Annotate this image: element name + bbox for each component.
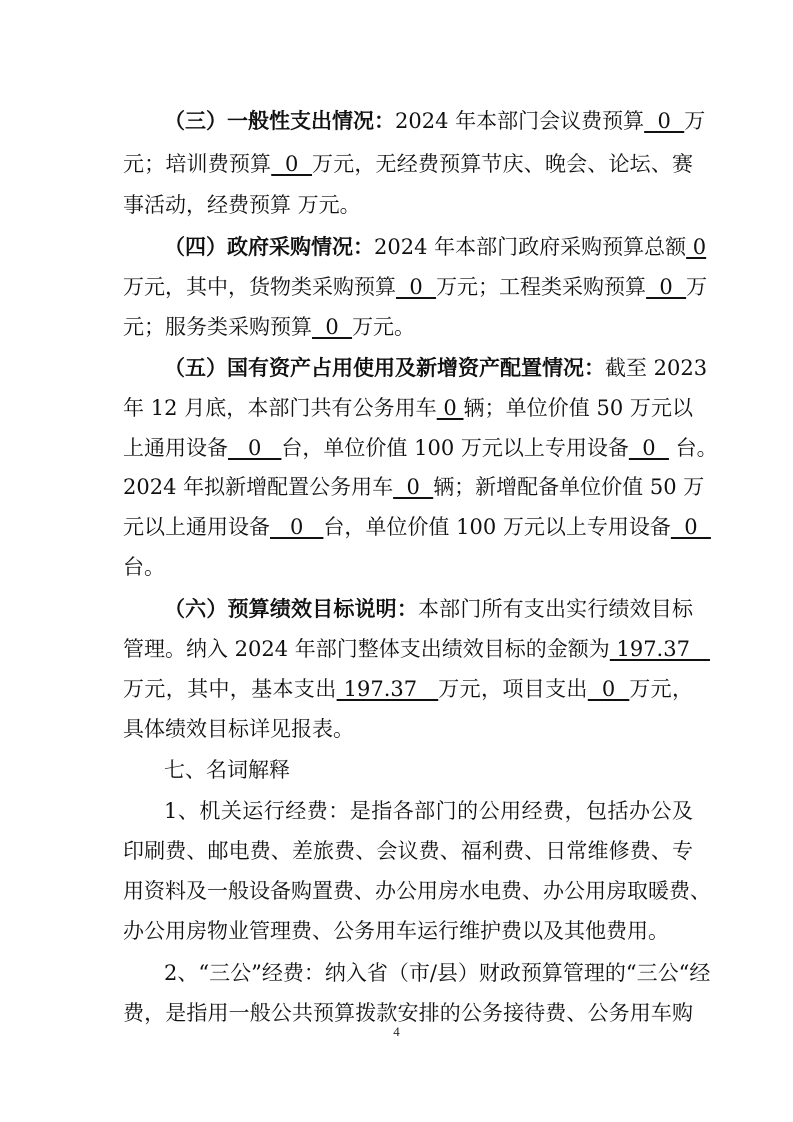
- underlined-value: 0: [628, 436, 669, 460]
- text-line: [164, 958, 711, 988]
- text-line: [164, 755, 693, 785]
- text-run: 万元，其中，基本支出: [123, 677, 337, 701]
- text-run: 万元；工程类采购预算: [436, 275, 647, 299]
- page-number: 4: [393, 1024, 400, 1039]
- text-line: [123, 512, 711, 542]
- underlined-value: 197.37: [609, 637, 710, 661]
- text-run: 辆；单位价值 50 万元以: [463, 396, 693, 420]
- text-line: [123, 393, 693, 423]
- underlined-value: 0: [312, 315, 353, 339]
- text-line: [123, 552, 693, 582]
- underlined-value: 0: [436, 396, 464, 420]
- text-line: [123, 836, 693, 866]
- text-line: [123, 876, 711, 906]
- section-heading: （四）政府采购情况：: [164, 234, 374, 259]
- text-run: 截至 2023: [605, 356, 708, 380]
- underlined-value: 0: [393, 475, 434, 499]
- text-run: 印刷费、邮电费、差旅费、会议费、福利费、日常维修费、专: [123, 839, 693, 863]
- text-line: [123, 272, 708, 302]
- text-run: 台，单位价值 100 万元以上专用设备: [323, 515, 671, 539]
- text-run: 七、名词解释: [164, 758, 290, 782]
- text-run: 上通用设备: [123, 436, 228, 460]
- text-line: [164, 106, 706, 136]
- underlined-value: 0: [646, 275, 687, 299]
- text-line: [164, 232, 707, 262]
- text-run: 元以上通用设备: [123, 515, 270, 539]
- text-run: 事活动，经费预算 万元。: [123, 193, 361, 217]
- text-run: 万元，其中，货物类采购预算: [123, 275, 396, 299]
- underlined-value: 0: [270, 515, 324, 539]
- text-line: [123, 634, 710, 664]
- text-run: 2024 年本部门政府采购预算总额: [374, 235, 687, 259]
- text-line: [164, 594, 693, 624]
- underlined-value: 197.37: [336, 677, 439, 701]
- text-run: 2024 年拟新增配置公务用车: [123, 475, 394, 499]
- underlined-value: 0: [228, 436, 282, 460]
- text-run: 具体绩效目标详见报表。: [123, 717, 354, 741]
- text-run: 2、“三公”经费：纳入省（市/县）财政预算管理的“三公“经: [164, 961, 711, 985]
- text-line: [164, 796, 693, 826]
- text-line: [123, 714, 693, 744]
- text-run: 万元。: [352, 315, 416, 339]
- text-line: [123, 190, 693, 220]
- text-run: 万元，项目支出: [438, 677, 588, 701]
- text-run: 万: [684, 109, 706, 133]
- text-line: [123, 312, 693, 342]
- text-line: [123, 674, 693, 704]
- underlined-value: 0: [686, 235, 707, 259]
- underlined-value: 0: [396, 275, 437, 299]
- section-heading: （五）国有资产占用使用及新增资产配置情况：: [164, 355, 605, 380]
- text-run: 辆；新增配备单位价值 50 万: [433, 475, 705, 499]
- text-run: 2024 年本部门会议费预算: [395, 109, 645, 133]
- text-line: [123, 472, 705, 502]
- text-line: [123, 433, 718, 463]
- section-heading: （三）一般性支出情况：: [164, 108, 395, 133]
- text-run: 万元，: [629, 677, 694, 701]
- text-line: [164, 353, 708, 383]
- text-run: 办公用房物业管理费、公务用车运行维护费以及其他费用。: [123, 919, 669, 943]
- text-run: 管理。纳入 2024 年部门整体支出绩效目标的金额为: [123, 637, 610, 661]
- text-run: 用资料及一般设备购置费、办公用房水电费、办公用房取暖费、: [123, 879, 711, 903]
- text-run: 费，是指用一般公共预算拨款安排的公务接待费、公务用车购: [123, 1001, 693, 1025]
- text-run: 台。: [123, 555, 165, 579]
- text-run: 台。: [668, 436, 718, 460]
- text-run: 元；服务类采购预算: [123, 315, 312, 339]
- text-run: 年 12 月底，本部门共有公务用车: [123, 396, 437, 420]
- text-line: [123, 916, 693, 946]
- text-run: 元；培训费预算: [123, 152, 272, 176]
- text-run: 本部门所有支出实行绩效目标: [418, 597, 693, 621]
- text-run: 万: [686, 275, 708, 299]
- text-run: 1、机关运行经费：是指各部门的公用经费，包括办公及: [164, 799, 693, 823]
- text-line: [123, 149, 693, 179]
- text-run: 万元，无经费预算节庆、晚会、论坛、赛: [312, 152, 694, 176]
- underlined-value: 0: [587, 677, 630, 701]
- section-heading: （六）预算绩效目标说明：: [164, 596, 418, 621]
- underlined-value: 0: [271, 152, 313, 176]
- underlined-value: 0: [644, 109, 685, 133]
- underlined-value: 0: [670, 515, 711, 539]
- text-run: 台，单位价值 100 万元以上专用设备: [281, 436, 629, 460]
